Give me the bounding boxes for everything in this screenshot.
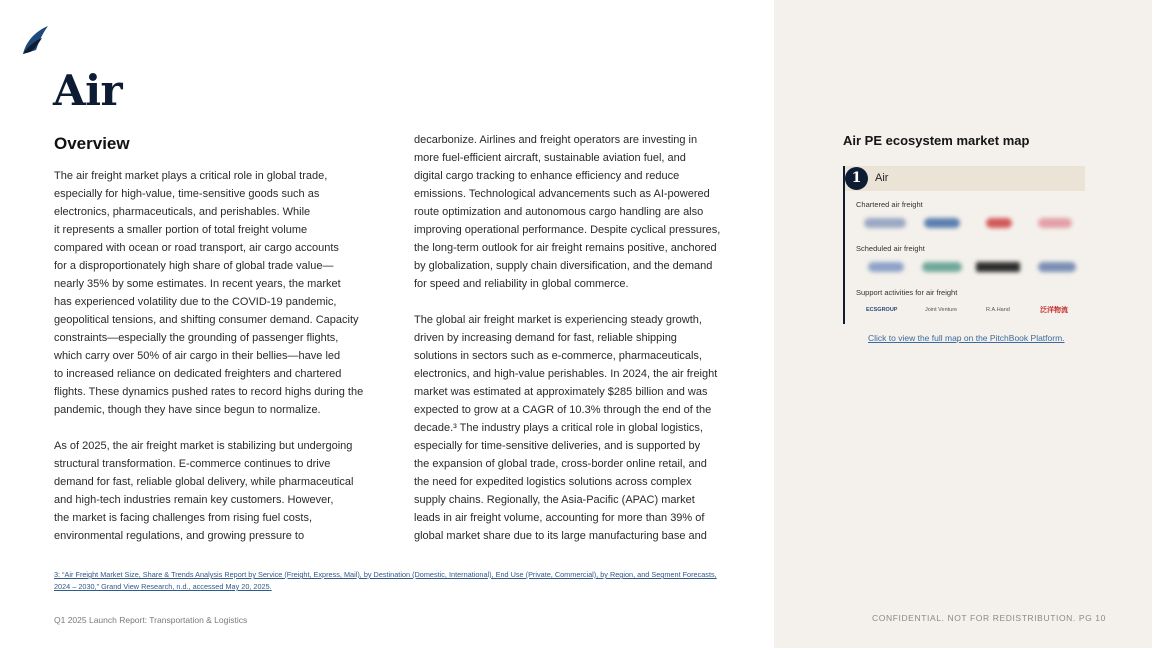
page-title: Air [53, 66, 123, 115]
body-text-line: compared with ocean or road transport, air cargo accounts [54, 242, 339, 254]
body-text-line: pandemic, though they have since begun to normalize. [54, 404, 321, 416]
market-map-title: Air PE ecosystem market map [843, 133, 1030, 148]
footer-confidential-page: CONFIDENTIAL. NOT FOR REDISTRIBUTION. PG 10 [872, 613, 1106, 623]
body-text-line: solutions in sectors such as e-commerce, pharmaceuticals, [414, 350, 702, 362]
pitchbook-sail-logo-icon [20, 24, 50, 56]
body-text-line: route optimization and autonomous cargo handling are also [414, 206, 704, 218]
body-text-line: emissions. Technological advancements such as AI-powered [414, 188, 710, 200]
company-logo: R.A.Hand [986, 307, 1010, 313]
body-text-line: the expansion of global trade, cross-border online retail, and [414, 458, 707, 470]
section-heading: Overview [54, 134, 130, 153]
paragraph-gap [414, 293, 744, 311]
category-label: Support activities for air freight [856, 288, 958, 297]
body-text-line: electronics, pharmaceuticals, and perishables. While [54, 206, 311, 218]
body-text-line: market was estimated at approximately $285 billion and was [414, 386, 708, 398]
body-text-line: flights. These dynamics pushed rates to record highs during the [54, 386, 364, 398]
body-text-line: it represents a smaller portion of total freight volume [54, 224, 308, 236]
logo-row-scheduled [856, 258, 1081, 276]
company-logo [924, 218, 960, 228]
right-sidebar-panel [774, 0, 1152, 648]
footnote-line-1: 3: “Air Freight Market Size, Share & Trends Analysis Report by Service (Freight, Express, Mail), by Destination (Domestic, International), End Use (Private, Commercial), by Region, and Segment Forecasts, [54, 570, 717, 579]
market-map-number-badge: 1 [845, 167, 868, 190]
body-column-left [54, 167, 384, 545]
body-text-line: supply chains. Regionally, the Asia-Pacific (APAC) market [414, 494, 695, 506]
footnote-link[interactable] [54, 569, 717, 593]
market-map-header-label: Air [875, 172, 889, 184]
body-text-line: decade.³ The industry plays a critical role in global logistics, [414, 422, 703, 434]
body-text-line: driven by increasing demand for fast, reliable shipping [414, 332, 677, 344]
body-text-line: the long-term outlook for air freight remains positive, anchored [414, 242, 717, 254]
category-label: Chartered air freight [856, 200, 923, 209]
body-text-line: especially for high-value, time-sensitive goods such as [54, 188, 320, 200]
body-text-line: for a disproportionately high share of global trade value— [54, 260, 334, 272]
body-text-line: by globalization, supply chain diversification, and the demand [414, 260, 713, 272]
company-logo [986, 218, 1012, 228]
company-logo [864, 218, 906, 228]
footnote-line-2: 2024 – 2030,” Grand View Research, n.d., accessed May 20, 2025. [54, 582, 272, 591]
company-logo [1038, 262, 1076, 272]
company-logo [1038, 218, 1072, 228]
body-text-line: electronics, and high-value perishables. In 2024, the air freight [414, 368, 718, 380]
paragraph-gap [54, 419, 384, 437]
body-text-line: the market is facing challenges from rising fuel costs, [54, 512, 313, 524]
company-logo [922, 262, 962, 272]
body-text-line: nearly 35% by some estimates. In recent years, the market [54, 278, 341, 290]
body-text-line: for speed and reliability in global commerce. [414, 278, 629, 290]
body-text-line: especially for time-sensitive deliveries, and is supported by [414, 440, 701, 452]
market-map [843, 166, 1083, 324]
logo-row-support [856, 302, 1081, 320]
body-text-line: global market share due to its large manufacturing base and [414, 530, 707, 542]
body-text-line: As of 2025, the air freight market is stabilizing but undergoing [54, 440, 353, 452]
company-logo [868, 262, 904, 272]
body-text-line: geopolitical tensions, and shifting consumer demand. Capacity [54, 314, 359, 326]
body-column-right [414, 131, 744, 545]
body-text-line: constraints—especially the grounding of passenger flights, [54, 332, 339, 344]
body-text-line: demand for fast, reliable global delivery, while pharmaceutical [54, 476, 354, 488]
body-text-line: has experienced volatility due to the COVID-19 pandemic, [54, 296, 337, 308]
company-logo: Joint Venture [925, 307, 958, 313]
company-logo: 泛洋物流 [1040, 307, 1068, 314]
body-text-line: improving operational performance. Despite cyclical pressures, [414, 224, 721, 236]
body-text-line: digital cargo tracking to enhance efficiency and reduce [414, 170, 680, 182]
company-logo: ECSGROUP [866, 307, 898, 313]
body-text-line: The global air freight market is experiencing steady growth, [414, 314, 702, 326]
market-map-header [845, 166, 1085, 191]
body-text-line: expected to grow at a CAGR of 10.3% through the end of the [414, 404, 712, 416]
body-text-line: The air freight market plays a critical role in global trade, [54, 170, 328, 182]
company-logo [976, 262, 1020, 272]
body-text-line: and high-tech industries remain key customers. However, [54, 494, 334, 506]
body-text-line: structural transformation. E-commerce continues to drive [54, 458, 331, 470]
body-text-line: more fuel-efficient aircraft, sustainable aviation fuel, and [414, 152, 686, 164]
body-text-line: decarbonize. Airlines and freight operators are investing in [414, 134, 698, 146]
body-text-line: the need for expedited logistics solutions across complex [414, 476, 692, 488]
category-label: Scheduled air freight [856, 244, 925, 253]
body-text-line: environmental regulations, and growing pressure to [54, 530, 305, 542]
body-text-line: to increased reliance on dedicated freighters and chartered [54, 368, 342, 380]
footer-report-title: Q1 2025 Launch Report: Transportation & Logistics [54, 615, 248, 625]
body-text-line: leads in air freight volume, accounting for more than 39% of [414, 512, 705, 524]
body-text-line: which carry over 50% of air cargo in their bellies—have led [54, 350, 341, 362]
logo-row-chartered [856, 214, 1081, 232]
full-map-link[interactable]: Click to view the full map on the PitchBook Platform. [868, 333, 1065, 343]
